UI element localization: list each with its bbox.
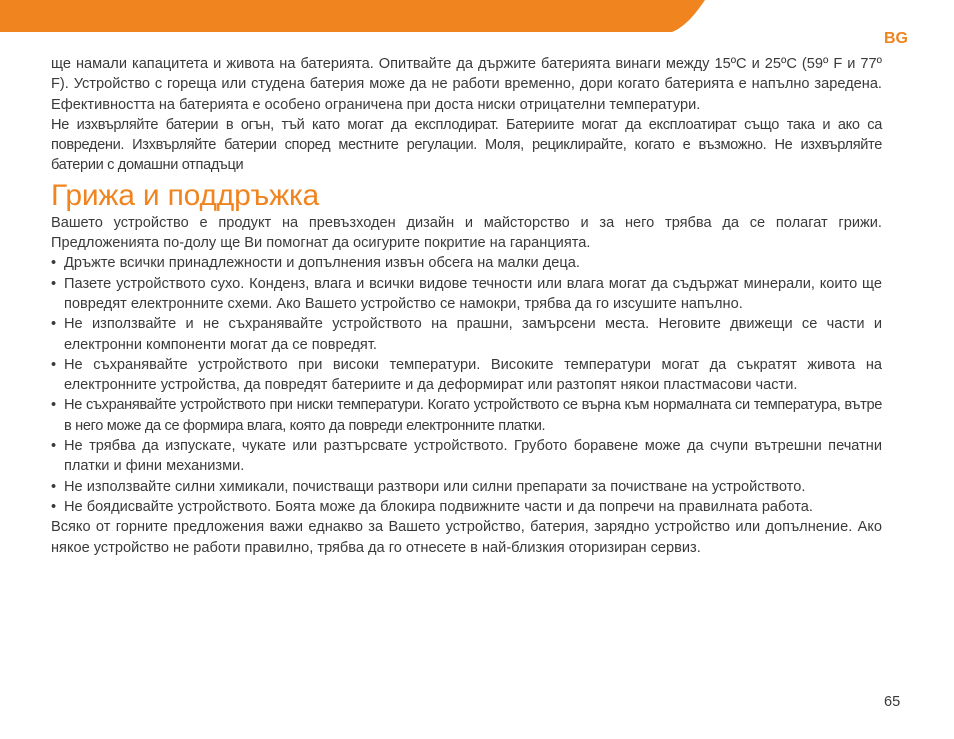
list-item: • Не използвайте силни химикали, почистващи разтвори или силни препарати за почистване на устройството. [51, 477, 882, 497]
page-content [51, 54, 882, 558]
page-number: 65 [884, 694, 901, 710]
list-item: • Дръжте всички принадлежности и допълнения извън обсега на малки деца. [51, 253, 882, 273]
list-item: • Не използвайте и не съхранявайте устройството на прашни, замърсени места. Неговите движещи се части и електронни компоненти могат да се повредят. [51, 314, 882, 355]
banner-shape [0, 0, 705, 32]
care-tips-list [51, 253, 882, 517]
section-intro: Вашето устройство е продукт на превъзходен дизайн и майсторство и за него трябва да се полагат грижи. Предложенията по-долу ще Ви помогнат да осигурите покритие на гаранцията. [51, 214, 882, 252]
list-item: • Не съхранявайте устройството при ниски температури. Когато устройството се върна към нормалната си температура, вътре в него може да се формира влага, която да повреди електронните платки. [51, 395, 882, 436]
list-item: • Не съхранявайте устройството при високи температури. Високите температури могат да съкратят живота на електронните устройства, да повредят батериите и да деформират или разтопят някои пластмасови части. [51, 355, 882, 396]
battery-disposal-paragraph: Не изхвърляйте батерии в огън, тъй като могат да експлодират. Батериите могат да експлоатират също така и ако са повредени. Изхвърляйте батерии според местните регулации. Моля, рециклирайте, когато е възможно. Не изхвърляйте батерии с домашни отпадъци [51, 116, 882, 174]
language-code: BG [884, 30, 908, 47]
list-item: • Не боядисвайте устройството. Боята може да блокира подвижните части и да попречи на правилната работа. [51, 497, 882, 517]
section-title: Грижа и поддръжка [51, 178, 320, 212]
list-item: • Пазете устройството сухо. Конденз, влага и всички видове течности или влага могат да съдържат минерали, които ще повредят електронните схеми. Ако Вашето устройство се намокри, трябва да го изсушите напълно. [51, 274, 882, 315]
list-item: • Не трябва да изпускате, чукате или разтърсвате устройството. Грубото боравене може да счупи вътрешни печатни платки и фини механизми. [51, 436, 882, 477]
top-banner [0, 0, 954, 32]
battery-temperature-paragraph: ще намали капацитета и живота на батерията. Опитвайте да държите батерията винаги между 15ºC и 25ºC (59º F и 77º F). Устройство с гореща или студена батерия може да не работи временно, дори когато батерията е напълно заредена. Ефективността на батерията е особено ограничена при доста ниски отрицателни температури. [51, 56, 882, 113]
closing-paragraph: Всяко от горните предложения важи еднакво за Вашето устройство, батерия, зарядно устройство или допълнение. Ако някое устройство не работи правилно, трябва да го отнесете в най-близкия оторизиран сервиз. [51, 519, 882, 556]
